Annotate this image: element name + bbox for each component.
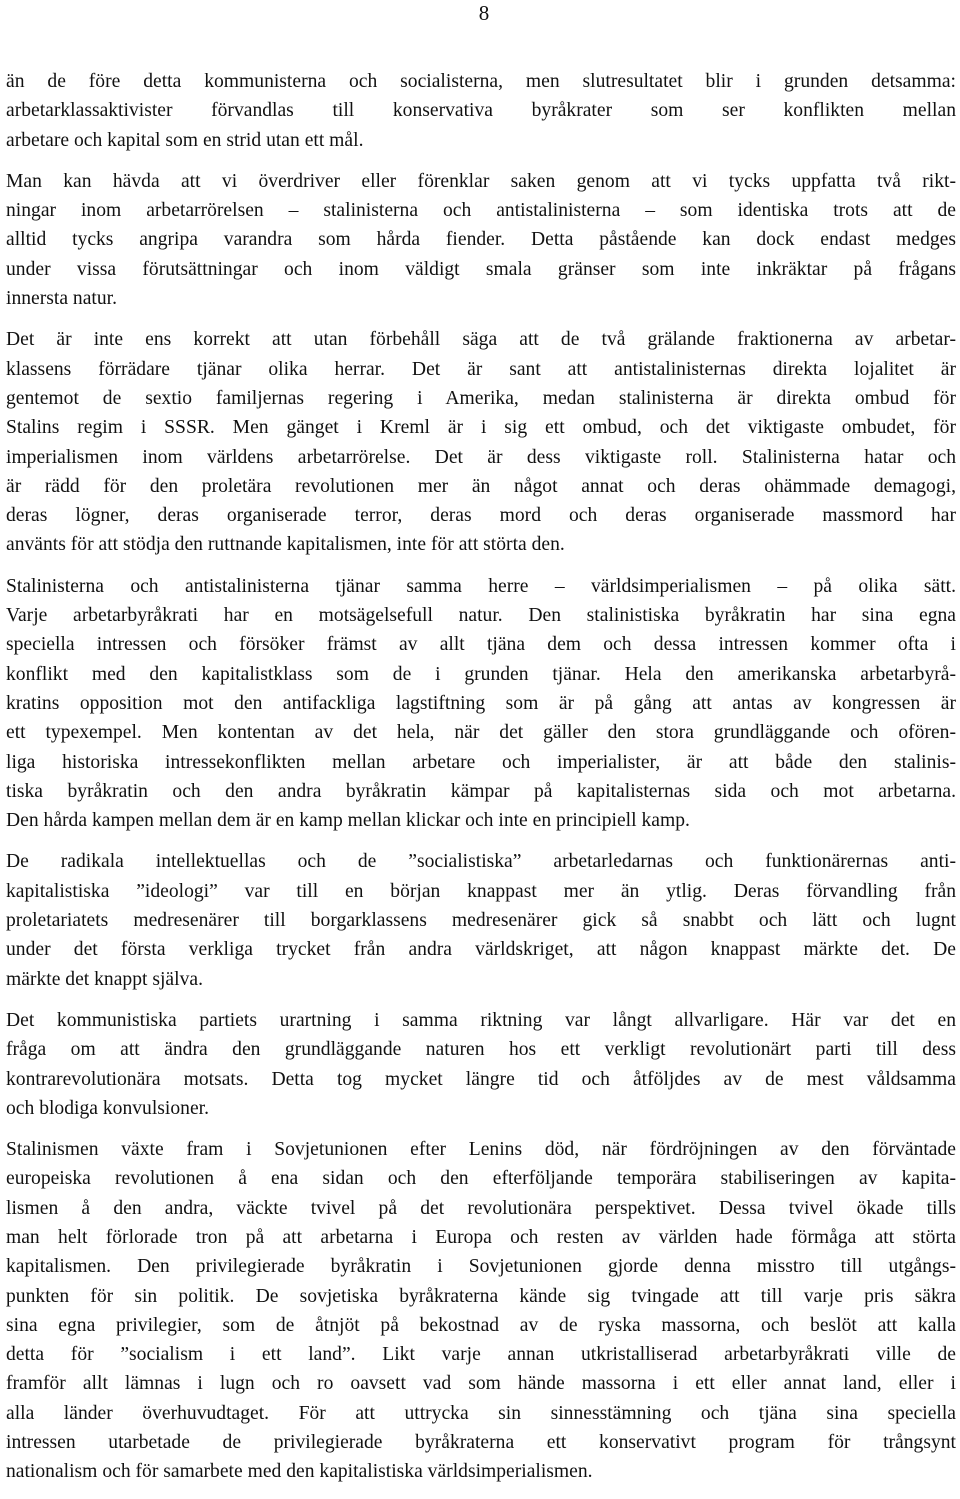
text-line: märkte det knappt själva.	[6, 968, 203, 990]
text-line: innersta natur.	[6, 288, 117, 310]
text-line: speciella intressen och försöker främst av allt tjäna dem och dessa intressen kommer ofta i	[6, 634, 956, 656]
text-line: är rädd för den proletära revolutionen mer än något annat och deras ohämmade demagogi,	[6, 475, 956, 497]
text-line: arbetarklassaktivister förvandlas till konservativa byråkrater som ser konflikten mellan	[6, 100, 956, 122]
text-line: kapitalistiska ”ideologi” var till en början knappast mer än ytlig. Deras förvandling från	[6, 880, 956, 902]
text-line: alltid tycks angripa varandra som hårda fiender. Detta påstående kan dock endast medges	[6, 229, 956, 251]
text-line: under vissa förutsättningar och inom väldigt smala gränser som inte inkräktar på frågans	[6, 258, 956, 280]
text-line: och blodiga konvulsioner.	[6, 1097, 209, 1119]
text-line: Varje arbetarbyråkrati har en motsägelsefull natur. Den stalinistiska byråkratin har sina egna	[6, 605, 956, 627]
text-line: kratins opposition mot den antifackliga lagstiftning som är på gång att antas av kongressen är	[6, 692, 956, 714]
paragraph	[6, 847, 956, 993]
document-body	[6, 67, 956, 1499]
text-line: arbetare och kapital som en strid utan ett mål.	[6, 129, 364, 151]
text-line: framför allt lämnas i lugn och ro oavsett vad som hände massorna i ett eller annat land, eller i	[6, 1373, 956, 1395]
text-line: Den hårda kampen mellan dem är en kamp mellan klickar och inte en principiell kamp.	[6, 810, 690, 832]
paragraph	[6, 1006, 956, 1123]
text-line: man helt förlorade tron på att arbetarna i Europa och resten av världen hade förmåga att störta	[6, 1226, 956, 1248]
text-line: ningar inom arbetarrörelsen – stalinisterna och antistalinisterna – som identiska trots att de	[6, 200, 956, 222]
text-line: punkten för sin politik. De sovjetiska byråkraterna kände sig tvingade att till varje pris säkra	[6, 1285, 956, 1307]
text-line: kapitalismen. Den privilegierade byråkratin i Sovjetunionen gjorde denna misstro till utgångs-	[6, 1256, 956, 1278]
text-line: intressen utarbetade de privilegierade byråkraterna ett konservativt program för trångsynt	[6, 1432, 956, 1454]
text-line: konflikt med den kapitalistklass som de i grunden tjänar. Hela den amerikanska arbetarbyrå-	[6, 663, 956, 685]
text-line: proletariatets medresenärer till borgarklassens medresenärer gick så snabbt och lätt och lugnt	[6, 910, 956, 932]
paragraph	[6, 67, 956, 155]
text-line: europeiska revolutionen å ena sidan och den efterföljande temporära stabiliseringen av kapita-	[6, 1168, 956, 1190]
text-line: Stalinismen växte fram i Sovjetunionen efter Lenins död, när fördröjningen av den förväntade	[6, 1139, 956, 1161]
text-line: Stalins regim i SSSR. Men gänget i Kreml är i sig ett ombud, och det viktigaste ombudet, för	[6, 417, 956, 439]
text-line: fråga om att ändra den grundläggande naturen hos ett verkligt revolutionärt parti till dess	[6, 1039, 956, 1061]
text-line: Stalinisterna och antistalinisterna tjänar samma herre – världsimperialismen – på olika sätt.	[6, 575, 956, 597]
text-line: imperialismen inom världens arbetarrörelse. Det är dess viktigaste roll. Stalinisterna hatar och	[6, 446, 956, 468]
text-line: Det är inte ens korrekt att utan förbehåll säga att de två grälande fraktionerna av arbetar-	[6, 329, 956, 351]
text-line: under det första verkliga trycket från andra världskriget, att någon knappast märkte det. De	[6, 939, 956, 961]
text-line: ett typexempel. Men kontentan av det hela, när det gäller den stora grundläggande och ofören-	[6, 722, 956, 744]
paragraph	[6, 572, 956, 836]
text-line: Man kan hävda att vi överdriver eller förenklar saken genom att vi tycks uppfatta två rikt-	[6, 170, 956, 192]
text-line: nationalism och för samarbete med den kapitalistiska världsimperialismen.	[6, 1461, 593, 1483]
text-line: detta för ”socialism i ett land”. Likt varje annan utkristalliserad arbetarbyråkrati ville de	[6, 1344, 956, 1366]
text-line: kontrarevolutionära motsats. Detta tog mycket längre tid och åtföljdes av de mest våldsamma	[6, 1068, 956, 1090]
paragraph	[6, 1135, 956, 1487]
text-line: tiska byråkratin och den andra byråkratin kämpar på kapitalisternas sida och mot arbetarna.	[6, 780, 956, 802]
paragraph	[6, 325, 956, 559]
text-line: än de före detta kommunisterna och socialisterna, men slutresultatet blir i grunden detsamma:	[6, 71, 956, 92]
page-number: 8	[478, 1, 490, 25]
text-line: alla länder överhuvudtaget. För att uttrycka sin sinnesstämning och tjäna sina speciella	[6, 1402, 956, 1424]
paragraph	[6, 167, 956, 313]
text-line: liga historiska intressekonflikten mellan arbetare och imperialister, är att både den stalinis-	[6, 751, 956, 773]
text-line: deras lögner, deras organiserade terror, deras mord och deras organiserade massmord har	[6, 505, 956, 527]
text-line: klassens förrädare tjänar olika herrar. Det är sant att antistalinisternas direkta lojalitet är	[6, 358, 956, 380]
text-line: Det kommunistiska partiets urartning i samma riktning var långt allvarligare. Här var det en	[6, 1009, 956, 1031]
text-line: sina egna privilegier, som de åtnjöt på bekostnad av de ryska massorna, och beslöt att kalla	[6, 1314, 956, 1336]
text-line: De radikala intellektuellas och de ”socialistiska” arbetarledarnas och funktionärernas anti-	[6, 851, 956, 873]
text-line: lismen å den andra, väckte tvivel på det revolutionära perspektivet. Dessa tvivel ökade tills	[6, 1197, 956, 1219]
text-line: använts för att stödja den ruttnande kapitalismen, inte för att störta den.	[6, 534, 565, 556]
text-line: gentemot de sextio familjernas regering i Amerika, medan stalinisterna är direkta ombud för	[6, 387, 956, 409]
